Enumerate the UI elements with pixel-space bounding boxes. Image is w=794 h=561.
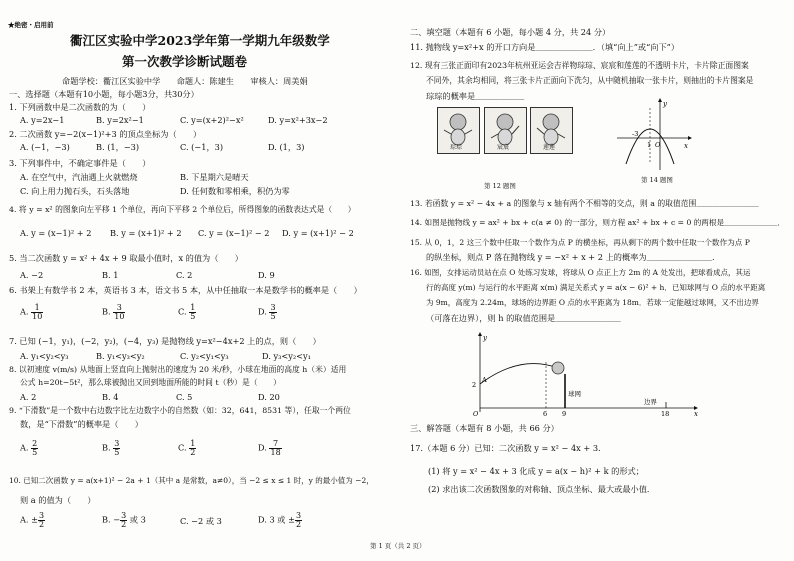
section2-heading: 二、填空题（本题有 6 小题，每小题 4 分，共 24 分） <box>410 27 611 37</box>
q13: 13. 若函数 y = x² − 4x + a 的图象与 x 轴有两个不相等的交点，则 a 的取值范围＿＿＿＿＿＿＿＿ <box>410 199 759 208</box>
section3-heading: 三、解答题（本题有 8 小题，共 66 分） <box>410 423 559 433</box>
q4-option-b: B. y = (x+1)² + 2 <box>110 228 182 238</box>
q4-stem: 4. 将 y = x² 的图象向左平移 1 个单位，再向下平移 2 个单位后，所得图象的函数表达式是（ ） <box>9 205 356 214</box>
q3-option-d: D. 任何数和零相乘，积仍为零 <box>180 186 290 196</box>
exam-title-line2: 第一次教学诊断试题卷 <box>122 54 248 69</box>
fig14-neg3-label: -3 <box>632 130 639 138</box>
q6-option-c: C. $\frac{1}{5}$ <box>178 303 196 321</box>
q1-stem: 1. 下列函数中是二次函数的为（ ） <box>9 102 151 112</box>
q16-line2: 行的高度 y(m) 与运行的水平距离 x(m) 满足关系式 y = a(x − 6)² + h．已知球网与 O 点的水平距离 <box>426 283 766 292</box>
q8-option-b: B. 4 <box>102 392 119 402</box>
q10-option-a: A. ± $\frac{3}{2}$ <box>20 511 45 529</box>
fig16-eighteen-label: 18 <box>661 410 670 418</box>
q9-stem: 9. “下滑数”是一个数中右边数字比左边数字小的自然数（如：32，641，8531 等），任取一个两位 <box>9 406 351 415</box>
fig16-origin-label: O <box>473 410 479 418</box>
q4-option-c: C. y = (x−1)² − 2 <box>198 228 270 238</box>
section1-heading: 一、选择题（本题有10小题，每小题3分，共30分） <box>9 89 199 99</box>
q16-line4: （可落在边界），则 h 的取值范围是＿＿＿＿＿＿＿＿ <box>426 313 621 323</box>
q17-stem: 17.（本题 6 分）已知：二次函数 y = x² − 4x + 3. <box>410 443 601 453</box>
q7-option-a: A. y₁<y₂<y₃ <box>20 351 69 361</box>
q17-part1: (1) 将 y = x² − 4x + 3 化成 y = a(x − h)² + k 的形式； <box>428 466 644 476</box>
q6-stem: 6. 书架上有数学书 2 本，英语书 3 本，语文书 5 本，从中任抽取一本是数学书的概率是（ ） <box>9 285 362 295</box>
q14: 14. 如图是抛物线 y = ax² + bx + c(a ≠ 0) 的一部分，则方程 ax² + bx + c = 0 的两根是＿＿＿＿＿＿＿． <box>410 218 785 227</box>
exam-meta: 命题学校：衢江区实验中学 命题人：陈建生 审核人：周美娟 <box>62 76 308 86</box>
fig14-one-label: 1 <box>647 141 652 149</box>
q8-stem-2: 公式 h=20t−5t²，那么球被抛出又回到地面所能的时间 t（秒）是（ ） <box>20 378 281 387</box>
q5-option-d: D. 9 <box>258 270 275 280</box>
q12-line2: 不同外，其余均相同，将三张卡片正面向下洗匀，从中随机抽取一张卡片，则抽出的卡片图案是 <box>426 76 754 85</box>
q2-option-d: D. (1，3) <box>268 142 305 152</box>
fig16-net-label: 球网 <box>568 390 581 398</box>
q1-option-d: D. y=x²+3x−2 <box>268 115 328 125</box>
q2-stem: 2. 二次函数 y=−2(x−1)²+3 的顶点坐标为（ ） <box>9 129 202 139</box>
q8-option-d: D. 20 <box>258 392 280 402</box>
q10-option-d: D. 3 或 ± $\frac{3}{2}$ <box>258 511 302 529</box>
fig16-y-label: y <box>483 334 487 342</box>
fig14-y-label: y <box>663 100 667 108</box>
q1-option-a: A. y=2x−1 <box>20 115 65 125</box>
q5-stem: 5. 当二次函数 y = x² + 4x + 9 取最小值时，x 的值为（ ） <box>9 253 243 263</box>
q3-option-b: B. 下星期六是晴天 <box>180 172 249 182</box>
q7-option-c: C. y₂<y₁<y₃ <box>180 351 229 361</box>
fig16-x-label: x <box>694 410 698 418</box>
q3-stem: 3. 下列事件中，不确定事件是（ ） <box>9 158 151 168</box>
q5-option-a: A. −2 <box>20 270 44 280</box>
fig16-six-label: 6 <box>543 410 548 418</box>
q15-line2: 的纵坐标，则点 P 落在抛物线 y = −x² + x + 2 上的概率为＿＿＿＿＿＿＿＿． <box>426 252 721 262</box>
q9-option-a: A. $\frac{2}{5}$ <box>20 439 38 457</box>
right-column <box>404 0 794 561</box>
q5-option-b: B. 1 <box>102 270 119 280</box>
fig16-a-label: A <box>482 376 487 384</box>
q2-option-a: A. (−1，−3) <box>20 142 70 152</box>
exam-title-line1: 衢江区实验中学2023学年第一学期九年级数学 <box>70 33 330 48</box>
fig14-caption: 第 14 题图 <box>641 176 673 184</box>
q7-option-d: D. y₃<y₂<y₁ <box>262 351 311 361</box>
q8-stem: 8. 以初速度 v(m/s) 从地面上竖直向上抛射出的速度为 20 米/秒，小球在地面的高度 h（米）适用 <box>9 365 347 374</box>
q2-option-b: B. (1，−3) <box>96 142 140 152</box>
page-footer: 第 1 页（共 2 页） <box>370 542 426 550</box>
q6-option-d: D. $\frac{3}{5}$ <box>258 303 276 321</box>
q9-option-c: C. $\frac{1}{2}$ <box>178 439 196 457</box>
q9-option-b: B. $\frac{3}{5}$ <box>102 439 120 457</box>
card-label-1: 琮琮 <box>450 144 463 151</box>
q12-line3: 琮琮的概率是＿＿＿＿＿＿ <box>426 91 525 101</box>
fig14-x-label: x <box>684 142 688 150</box>
card-label-3: 莲莲 <box>543 144 556 151</box>
fig16-boundary-label: 边界 <box>644 398 657 406</box>
fig12-caption: 第 12 题图 <box>484 182 516 190</box>
q1-option-c: C. y=(x+2)²−x² <box>180 115 244 125</box>
q10-option-b: B. − $\frac{3}{2}$ 或 3 <box>102 511 146 529</box>
q2-option-c: C. (−1，3) <box>180 142 224 152</box>
q6-option-b: B. $\frac{3}{10}$ <box>102 303 125 321</box>
q7-stem: 7. 已知 (−1，y₁)，(−2，y₂)，(−4，y₃) 是抛物线 y=x²−4x+2 上的点，则（ ） <box>9 336 321 346</box>
card-label-2: 宸宸 <box>497 144 510 151</box>
q16-line3: 为 9m，高度为 2.24m，球场的边界距 O 点的水平距离为 18m．若球一定能越过球网，又不出边界 <box>426 298 759 307</box>
q17-part2: (2) 求出该二次函数图象的对称轴、顶点坐标、最大或最小值． <box>428 484 656 494</box>
q4-option-a: A. y = (x−1)² + 2 <box>20 228 92 238</box>
q11: 11. 抛物线 y=x²+x 的开口方向是＿＿＿＿＿＿＿．（填“向上”或“向下”） <box>410 42 680 52</box>
fig14-parabola <box>612 98 692 172</box>
fig16-two-label: 2 <box>472 381 477 389</box>
q9-stem-2: 数，是“下滑数”的概率是（ ） <box>20 419 143 429</box>
q10-option-c: C. −2 或 3 <box>180 516 222 526</box>
fig16-nine-label: 9 <box>562 410 567 418</box>
q3-option-c: C. 向上用力抛石头，石头落地 <box>20 186 130 196</box>
q10-stem: 10. 已知二次函数 y = a(x+1)² − 2a + 1（其中 a 是常数，a≠0），当 −2 ≤ x ≤ 1 时，y 的最小值为 −2， <box>9 476 374 485</box>
q5-option-c: C. 2 <box>176 270 193 280</box>
secret-mark: ★绝密・启用前 <box>8 21 54 29</box>
q9-option-d: D. $\frac{7}{18}$ <box>258 439 281 457</box>
q15-line1: 15. 从 0，1，2 这三个数中任取一个数作为点 P 的横坐标，再从剩下的两个数中任取一个数作为点 P <box>410 238 750 247</box>
q10-stem-2: 则 a 的值为（ ） <box>20 495 96 505</box>
q8-option-a: A. 2 <box>20 392 37 402</box>
fig14-origin-label: O <box>655 141 661 149</box>
q4-option-d: D. y = (x+1)² − 2 <box>282 228 354 238</box>
q3-option-a: A. 在空气中，汽油遇上火就燃烧 <box>20 172 138 182</box>
fig16-volleyball <box>468 332 708 418</box>
q1-option-b: B. y=2x²−1 <box>96 115 144 125</box>
q6-option-a: A. $\frac{1}{10}$ <box>20 303 43 321</box>
q8-option-c: C. 5 <box>176 392 193 402</box>
q7-option-b: B. y₁<y₃<y₂ <box>96 351 145 361</box>
q16-line1: 16. 如图，女排运动员站在点 O 处练习发球，将球从 O 点正上方 2m 的 A 处发出，把球看成点，其运 <box>410 268 751 277</box>
q12-line1: 12. 现有三张正面印有2023年杭州亚运会吉祥物琮琮、宸宸和莲莲的不透明卡片，卡片除正面图案 <box>410 61 749 70</box>
